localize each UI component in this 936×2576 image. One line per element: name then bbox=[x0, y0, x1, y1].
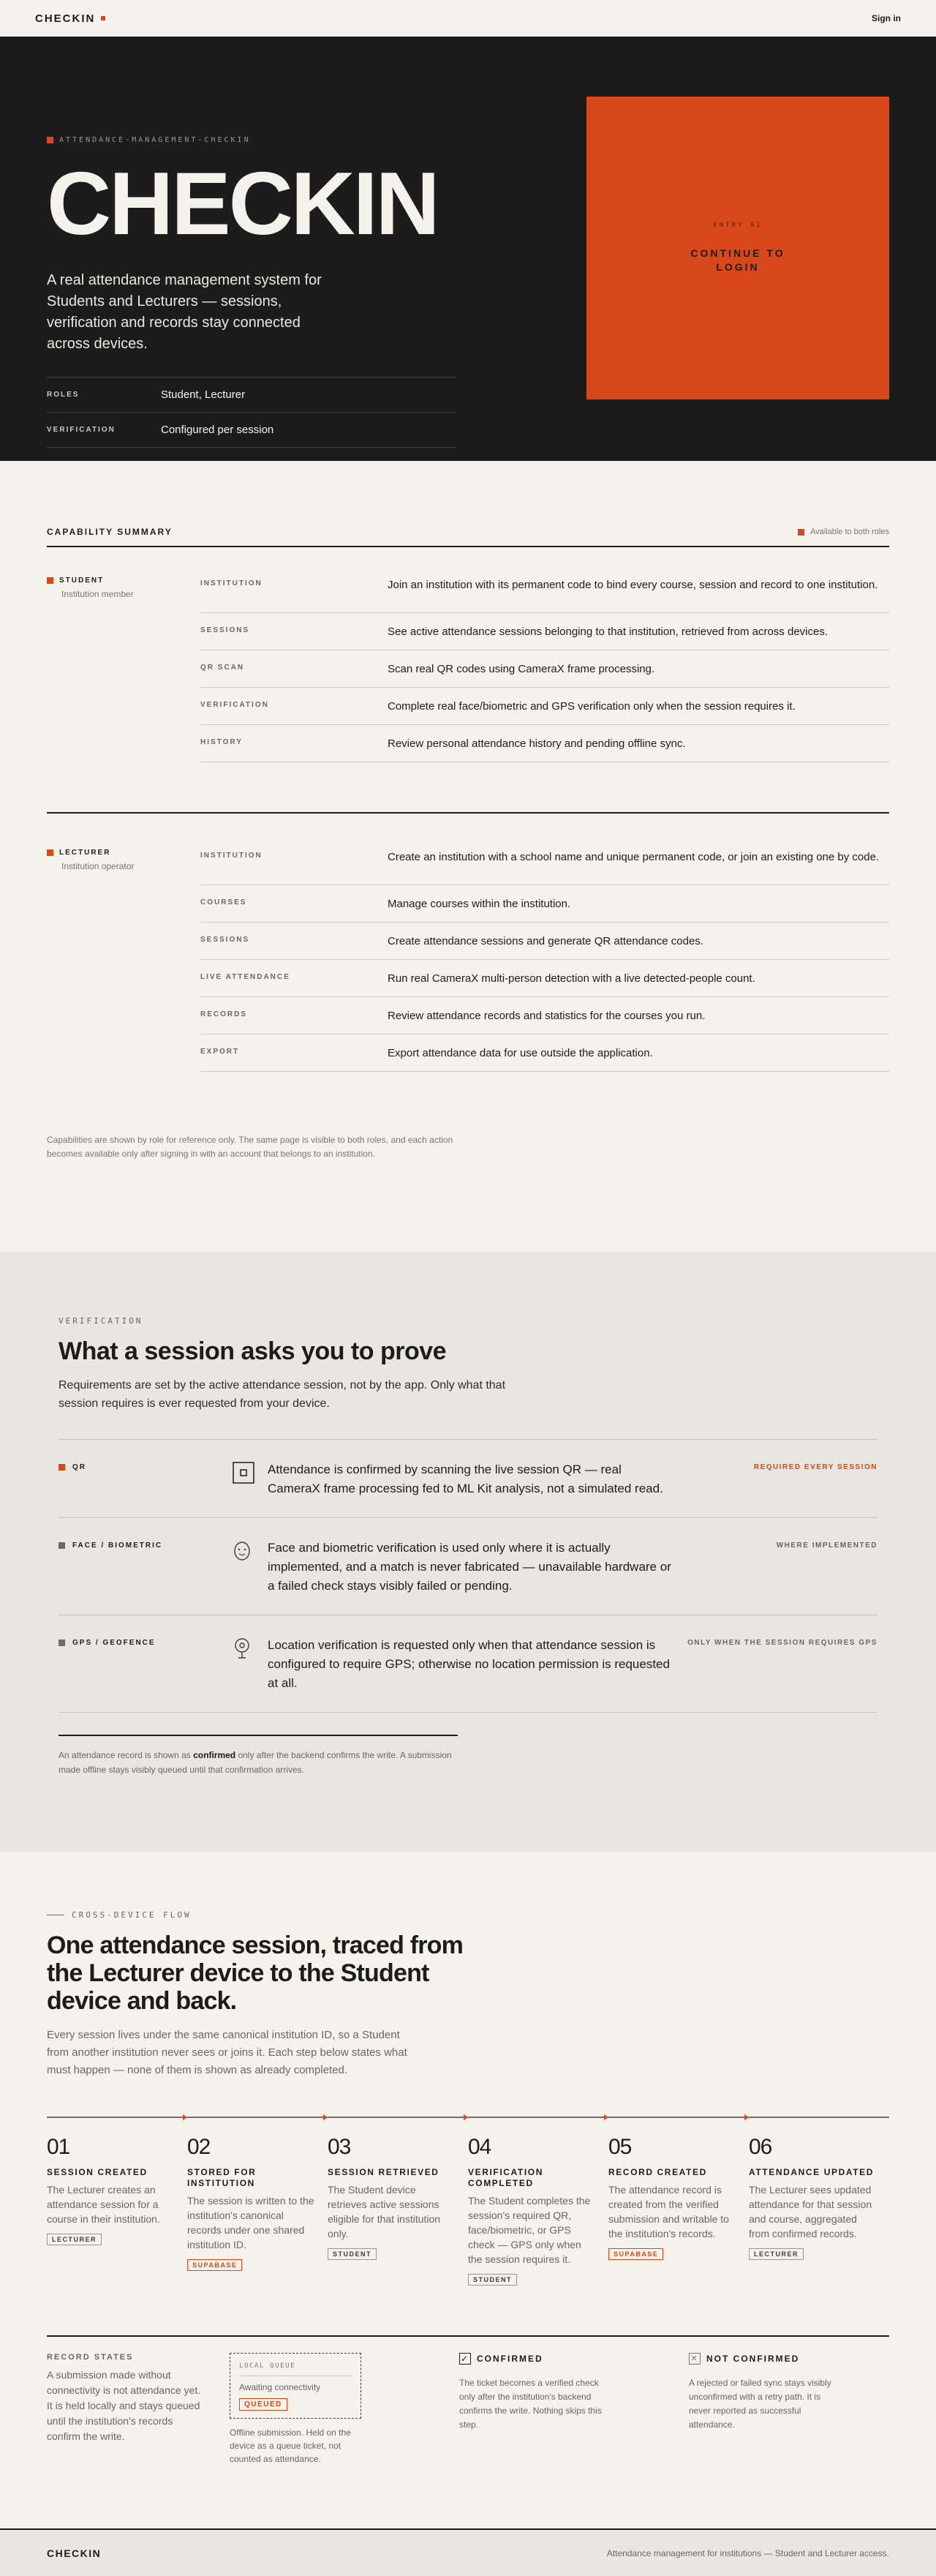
flow-section bbox=[0, 1852, 936, 2528]
capability-note bbox=[798, 527, 889, 536]
verification-tag: WHERE IMPLEMENTED bbox=[776, 1542, 878, 1550]
capability-value: Scan real QR codes using CameraX frame processing. bbox=[388, 663, 655, 675]
step-number: 05 bbox=[608, 2135, 632, 2159]
state-confirmed bbox=[459, 2353, 689, 2466]
verification-text: Attendance is confirmed by scanning the live session QR — real CameraX frame processing fed to ML Kit analysis, not a simulated read. bbox=[268, 1462, 663, 1495]
verification-tag: REQUIRED EVERY SESSION bbox=[753, 1463, 878, 1471]
capability-value: Join an institution with its permanent code to bind every course, session and record to one institution. bbox=[388, 579, 878, 591]
capability-note-text: Available to both roles bbox=[809, 527, 889, 536]
queued-badge: QUEUED bbox=[239, 2398, 287, 2411]
verification-text: Location verification is requested only when that attendance session is configured to require GPS; otherwise no location permission is requested at all. bbox=[268, 1638, 670, 1690]
step-title: SESSION RETRIEVED bbox=[328, 2167, 439, 2177]
flow-step bbox=[468, 2135, 608, 2286]
capability-section bbox=[0, 461, 936, 1252]
hero-row-value: Configured per session bbox=[161, 424, 274, 436]
flow-step bbox=[187, 2135, 328, 2286]
verification-key-text: GPS / GEOFENCE bbox=[72, 1639, 156, 1647]
verification-tag: ONLY WHEN THE SESSION REQUIRES GPS bbox=[687, 1639, 878, 1647]
continue-to-login-button[interactable] bbox=[586, 97, 889, 399]
step-description: The session is written to the institution's canonical records under one shared institution ID. bbox=[187, 2195, 314, 2250]
brand-logo[interactable] bbox=[35, 12, 105, 25]
capability-value: Create attendance sessions and generate QR attendance codes. bbox=[388, 935, 703, 947]
hero-row-value: Student, Lecturer bbox=[161, 388, 246, 401]
step-tag: STUDENT bbox=[468, 2274, 517, 2286]
capability-key: QR SCAN bbox=[200, 664, 245, 672]
not-confirmed-heading bbox=[689, 2353, 889, 2365]
step-number: 04 bbox=[468, 2135, 491, 2159]
hero-row-key: ROLES bbox=[47, 391, 80, 399]
capability-list bbox=[200, 577, 889, 762]
capability-row bbox=[200, 923, 889, 960]
role-name bbox=[47, 849, 200, 857]
flow-step bbox=[328, 2135, 468, 2286]
qr-icon bbox=[233, 1460, 268, 1498]
capability-row bbox=[200, 997, 889, 1034]
verification-row-face bbox=[58, 1518, 878, 1615]
timeline-arrow-icon bbox=[183, 2114, 187, 2120]
timeline-arrow-icon bbox=[464, 2114, 468, 2120]
capability-header bbox=[47, 527, 889, 547]
timeline-arrow-icon bbox=[604, 2114, 608, 2120]
confirmed-description: The ticket becomes a verified check only after the institution's backend confirms the write. Nothing skips this step. bbox=[459, 2378, 602, 2430]
capability-value: See active attendance sessions belonging to that institution, retrieved from across devices. bbox=[388, 626, 828, 638]
step-tag: LECTURER bbox=[47, 2234, 102, 2245]
state-queued bbox=[230, 2353, 459, 2466]
checked-box-icon: ✓ bbox=[460, 2354, 470, 2364]
step-description: The Lecturer creates an attendance session for a course in their institution. bbox=[47, 2184, 160, 2225]
capability-key: INSTITUTION bbox=[200, 579, 263, 587]
capability-key: RECORDS bbox=[200, 1010, 248, 1018]
square-bullet-icon bbox=[798, 529, 804, 536]
capability-key: HISTORY bbox=[200, 738, 243, 746]
hero-title: CHECKIN bbox=[47, 154, 438, 253]
record-states-intro bbox=[47, 2353, 230, 2466]
capability-value: Manage courses within the institution. bbox=[388, 898, 571, 910]
capability-key: VERIFICATION bbox=[200, 701, 269, 709]
role-name-text: STUDENT bbox=[59, 577, 105, 585]
capability-key: SESSIONS bbox=[200, 936, 250, 944]
step-tag: SUPABASE bbox=[187, 2259, 242, 2271]
record-states bbox=[47, 2335, 889, 2466]
verification-title: What a session asks you to prove bbox=[58, 1337, 447, 1365]
queue-caption: Offline submission. Held on the device as a queue ticket, not counted as attendance. bbox=[230, 2427, 351, 2464]
not-confirmed-title: NOT CONFIRMED bbox=[706, 2354, 800, 2364]
step-title: ATTENDANCE UPDATED bbox=[749, 2167, 875, 2177]
role-side bbox=[47, 577, 200, 762]
entry-label bbox=[690, 247, 785, 274]
footer bbox=[0, 2528, 936, 2576]
step-tag: STUDENT bbox=[328, 2248, 377, 2260]
capability-value: Export attendance data for use outside the application. bbox=[388, 1047, 653, 1059]
verification-text: Face and biometric verification is used only where it is actually implemented, and a match is never fabricated — unavailable hardware or a failed check stays visibly failed or pending. bbox=[268, 1541, 671, 1593]
capability-value: Run real CameraX multi-person detection with a live detected-people count. bbox=[388, 972, 755, 985]
state-not-confirmed bbox=[689, 2353, 889, 2466]
step-description: The Student device retrieves active sessions eligible for that institution only. bbox=[328, 2184, 441, 2239]
queue-eyebrow: LOCAL QUEUE bbox=[239, 2362, 296, 2370]
step-title: RECORD CREATED bbox=[608, 2167, 707, 2177]
role-subtitle: Institution operator bbox=[61, 861, 135, 871]
footnote-bold: confirmed bbox=[193, 1750, 236, 1760]
verification-row-qr bbox=[58, 1440, 878, 1518]
capability-value: Review personal attendance history and pending offline sync. bbox=[388, 737, 686, 750]
footnote-text: An attendance record is shown as bbox=[58, 1750, 194, 1760]
verification-description: Requirements are set by the active attendance session, not by the app. Only what that session requires is ever requested from your device. bbox=[58, 1379, 506, 1410]
capability-footnote: Capabilities are shown by role for reference only. The same page is visible to both roles, and each action becomes available only after signing in with an account that belongs to an institution. bbox=[47, 1135, 453, 1159]
hero-eyebrow-text: ATTENDANCE-MANAGEMENT-CHECKIN bbox=[59, 136, 251, 144]
role-side bbox=[47, 849, 200, 1072]
verification-list bbox=[58, 1439, 878, 1713]
verification-section bbox=[0, 1252, 936, 1852]
hero-row-verification bbox=[47, 413, 456, 448]
confirmed-heading bbox=[459, 2353, 689, 2365]
capability-title: CAPABILITY SUMMARY bbox=[47, 527, 173, 537]
verification-key-text: QR bbox=[72, 1463, 86, 1471]
capability-row bbox=[200, 725, 889, 762]
capability-key: LIVE ATTENDANCE bbox=[200, 973, 290, 981]
square-bullet-icon bbox=[47, 137, 53, 143]
capability-row bbox=[200, 885, 889, 923]
capability-row bbox=[200, 577, 889, 613]
footnote-text: only after the backend confirms the write. A submission made offline stays visibly queued until that confirmation arrives. bbox=[58, 1750, 452, 1775]
verification-footnote bbox=[58, 1735, 458, 1777]
step-number: 03 bbox=[328, 2135, 351, 2159]
face-icon bbox=[233, 1539, 268, 1596]
hero-content bbox=[47, 97, 456, 461]
sign-in-link[interactable]: Sign in bbox=[872, 13, 901, 23]
role-name-text: LECTURER bbox=[59, 849, 111, 857]
capability-key: EXPORT bbox=[200, 1048, 240, 1056]
verification-key bbox=[58, 1636, 233, 1693]
step-tag: SUPABASE bbox=[608, 2248, 663, 2260]
verification-key bbox=[58, 1539, 233, 1596]
queue-text: Awaiting connectivity bbox=[239, 2382, 321, 2392]
step-description: The Lecturer sees updated attendance for that session and course, aggregated from confirmed records. bbox=[749, 2184, 872, 2239]
timeline-arrow-icon bbox=[323, 2114, 328, 2120]
step-description: The attendance record is created from the verified submission and writable to the institution's records. bbox=[608, 2184, 729, 2239]
not-confirmed-description: A rejected or failed sync stays visibly unconfirmed with a retry path. It is never reported as successful attendance. bbox=[689, 2378, 831, 2430]
timeline-arrow-icon bbox=[744, 2114, 749, 2120]
capability-list bbox=[200, 849, 889, 1072]
capability-value: Review attendance records and statistics for the courses you run. bbox=[388, 1010, 706, 1022]
capability-value: Create an institution with a school name and unique permanent code, or join an existing one by code. bbox=[388, 851, 880, 863]
capability-key: SESSIONS bbox=[200, 626, 250, 634]
capability-value: Complete real face/biometric and GPS verification only when the session requires it. bbox=[388, 700, 796, 713]
record-states-description: A submission made without connectivity is not attendance yet. It is held locally and stays queued until the institution's records confirm the write. bbox=[47, 2369, 201, 2442]
step-number: 02 bbox=[187, 2135, 211, 2159]
flow-timeline bbox=[47, 2113, 889, 2122]
step-title: STORED FOR INSTITUTION bbox=[187, 2167, 257, 2188]
record-states-label: RECORD STATES bbox=[47, 2353, 134, 2362]
square-bullet-icon bbox=[58, 1464, 65, 1471]
entry-number: ENTRY 01 bbox=[713, 222, 763, 229]
square-bullet-icon bbox=[47, 849, 53, 856]
flow-description: Every session lives under the same canonical institution ID, so a Student from another institution never sees or joins it. Each step below states what must happen — none of them is shown as already completed. bbox=[47, 2029, 407, 2076]
flow-eyebrow bbox=[47, 1910, 889, 1920]
x-box-icon: ✕ bbox=[689, 2353, 701, 2365]
top-nav bbox=[0, 0, 936, 38]
step-tag: LECTURER bbox=[749, 2248, 804, 2260]
location-pin-icon bbox=[233, 1636, 268, 1693]
flow-steps bbox=[47, 2113, 889, 2286]
verification-row-gps bbox=[58, 1615, 878, 1713]
hero-facts-table bbox=[47, 377, 456, 448]
queue-ticket-card bbox=[230, 2353, 361, 2419]
capability-row bbox=[200, 650, 889, 688]
entry-label-line1: CONTINUE TO bbox=[690, 247, 785, 259]
flow-steps-row bbox=[47, 2113, 889, 2286]
footer-text: Attendance management for institutions — Student and Lecturer access. bbox=[606, 2547, 889, 2558]
confirmed-title: CONFIRMED bbox=[477, 2354, 543, 2364]
brand-name: CHECKIN bbox=[35, 12, 96, 25]
step-number: 06 bbox=[749, 2135, 772, 2159]
flow-step bbox=[47, 2135, 187, 2286]
square-bullet-icon bbox=[58, 1640, 65, 1646]
step-number: 01 bbox=[47, 2135, 70, 2159]
flow-eyebrow-text: CROSS-DEVICE FLOW bbox=[72, 1910, 192, 1920]
capability-key: INSTITUTION bbox=[200, 852, 263, 860]
verification-key-text: FACE / BIOMETRIC bbox=[72, 1542, 163, 1550]
verification-eyebrow: VERIFICATION bbox=[58, 1316, 143, 1326]
role-block-student bbox=[47, 547, 889, 762]
brand-dot-icon bbox=[101, 16, 105, 20]
footer-brand: CHECKIN bbox=[47, 2547, 102, 2559]
role-block-lecturer bbox=[47, 812, 889, 1072]
hero-row-key: VERIFICATION bbox=[47, 426, 116, 434]
capability-row bbox=[200, 688, 889, 725]
role-subtitle: Institution member bbox=[61, 589, 134, 599]
flow-step bbox=[749, 2135, 889, 2286]
hero-eyebrow bbox=[47, 136, 456, 144]
flow-title: One attendance session, traced from the Lecturer device to the Student device and back. bbox=[47, 1931, 464, 2015]
entry-label-line2: LOGIN bbox=[716, 261, 760, 273]
step-description: The Student completes the session's required QR, face/biometric, or GPS check — GPS only when the session requires it. bbox=[468, 2195, 591, 2265]
capability-row bbox=[200, 1034, 889, 1072]
square-bullet-icon bbox=[47, 577, 53, 584]
step-title: SESSION CREATED bbox=[47, 2167, 148, 2177]
capability-row bbox=[200, 849, 889, 885]
role-name bbox=[47, 577, 200, 585]
step-title: VERIFICATION COMPLETED bbox=[468, 2167, 543, 2188]
capability-row bbox=[200, 960, 889, 997]
capability-row bbox=[200, 613, 889, 650]
flow-step bbox=[608, 2135, 749, 2286]
hero-section bbox=[0, 38, 936, 461]
capability-key: COURSES bbox=[200, 898, 247, 906]
hero-row-roles bbox=[47, 378, 456, 413]
square-bullet-icon bbox=[58, 1542, 65, 1549]
hero-description: A real attendance management system for Students and Lecturers — sessions, verification and records stay connected across devices. bbox=[47, 272, 322, 352]
verification-key bbox=[58, 1460, 233, 1498]
